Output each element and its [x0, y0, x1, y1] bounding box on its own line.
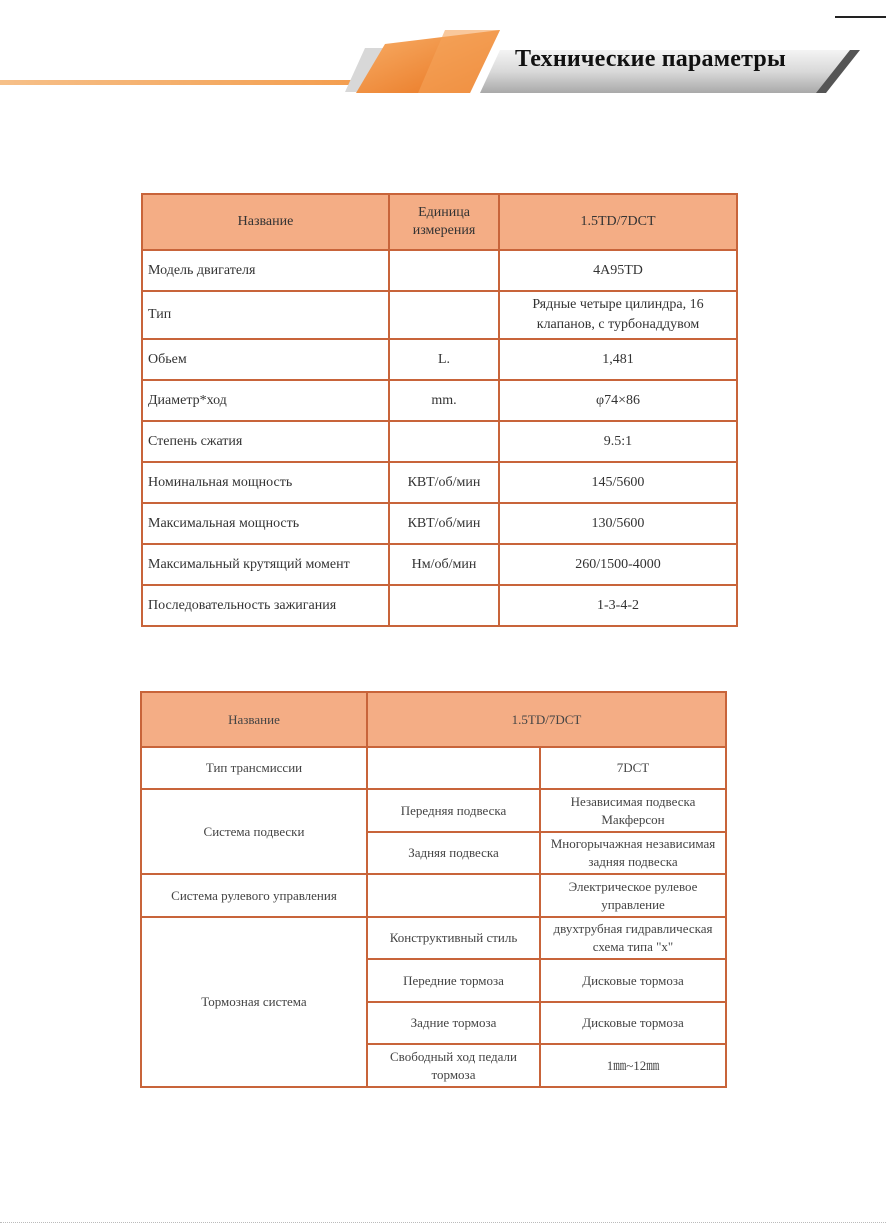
- row-unit: mm.: [389, 380, 499, 421]
- row-unit: КВТ/об/мин: [389, 503, 499, 544]
- page-title: Технические параметры: [515, 46, 786, 72]
- chassis-spec-table: [140, 691, 727, 1088]
- row-name: Номинальная мощность: [142, 462, 389, 503]
- row-unit: КВТ/об/мин: [389, 462, 499, 503]
- row-name: Максимальный крутящий момент: [142, 544, 389, 585]
- steering-name: Система рулевого управления: [141, 874, 367, 917]
- row-name: Обьем: [142, 339, 389, 380]
- row-unit: [389, 421, 499, 462]
- front-brakes-value: Дисковые тормоза: [540, 959, 726, 1002]
- header-unit: Единица измерения: [389, 194, 499, 250]
- table-row: [142, 339, 737, 380]
- row-unit: [389, 250, 499, 291]
- table-row: [141, 747, 726, 789]
- row-value: 9.5:1: [499, 421, 737, 462]
- table-row: [142, 544, 737, 585]
- header-model: 1.5TD/7DCT: [367, 692, 726, 747]
- steering-sub: [367, 874, 540, 917]
- rear-suspension-label: Задняя подвеска: [367, 832, 540, 874]
- row-unit: Нм/об/мин: [389, 544, 499, 585]
- table-row: [141, 789, 726, 832]
- row-name: Последовательность зажигания: [142, 585, 389, 626]
- brake-design-label: Конструктивный стиль: [367, 917, 540, 959]
- bottom-divider: [0, 1222, 886, 1224]
- table-row: [141, 874, 726, 917]
- row-name: Модель двигателя: [142, 250, 389, 291]
- table-row: [141, 917, 726, 959]
- header-model: 1.5TD/7DCT: [499, 194, 737, 250]
- row-value: 1-3-4-2: [499, 585, 737, 626]
- transmission-value: 7DCT: [540, 747, 726, 789]
- front-brakes-label: Передние тормоза: [367, 959, 540, 1002]
- row-value: 260/1500-4000: [499, 544, 737, 585]
- engine-spec-table: [141, 193, 738, 627]
- row-name: Диаметр*ход: [142, 380, 389, 421]
- row-name: Тип: [142, 291, 389, 339]
- table-row: [142, 291, 737, 339]
- rear-brakes-value: Дисковые тормоза: [540, 1002, 726, 1044]
- pedal-travel-label: Свободный ход педали тормоза: [367, 1044, 540, 1087]
- steering-value: Электрическое рулевое управление: [540, 874, 726, 917]
- table-header-row: [142, 194, 737, 250]
- row-value: 4A95TD: [499, 250, 737, 291]
- row-unit: [389, 585, 499, 626]
- row-value: 145/5600: [499, 462, 737, 503]
- transmission-sub: [367, 747, 540, 789]
- table-header-row: [141, 692, 726, 747]
- header-name: Название: [141, 692, 367, 747]
- header-name: Название: [142, 194, 389, 250]
- brakes-name: Тормозная система: [141, 917, 367, 1087]
- row-value: Рядные четыре цилиндра, 16 клапанов, с турбонаддувом: [499, 291, 737, 339]
- row-unit: L.: [389, 339, 499, 380]
- pedal-travel-value: 1㎜~12㎜: [540, 1044, 726, 1087]
- table-row: [142, 503, 737, 544]
- brake-design-value: двухтрубная гидравлическая схема типа "x": [540, 917, 726, 959]
- front-suspension-label: Передняя подвеска: [367, 789, 540, 832]
- row-name: Максимальная мощность: [142, 503, 389, 544]
- row-value: 1,481: [499, 339, 737, 380]
- table-row: [142, 380, 737, 421]
- row-name: Степень сжатия: [142, 421, 389, 462]
- front-suspension-value: Независимая подвеска Макферсон: [540, 789, 726, 832]
- row-value: 130/5600: [499, 503, 737, 544]
- table-row: [142, 250, 737, 291]
- transmission-name: Тип трансмиссии: [141, 747, 367, 789]
- suspension-name: Система подвески: [141, 789, 367, 874]
- table-row: [142, 462, 737, 503]
- rear-suspension-value: Многорычажная независимая задняя подвеска: [540, 832, 726, 874]
- top-rule: [835, 16, 886, 18]
- table-row: [142, 585, 737, 626]
- table-row: [142, 421, 737, 462]
- row-value: φ74×86: [499, 380, 737, 421]
- rear-brakes-label: Задние тормоза: [367, 1002, 540, 1044]
- row-unit: [389, 291, 499, 339]
